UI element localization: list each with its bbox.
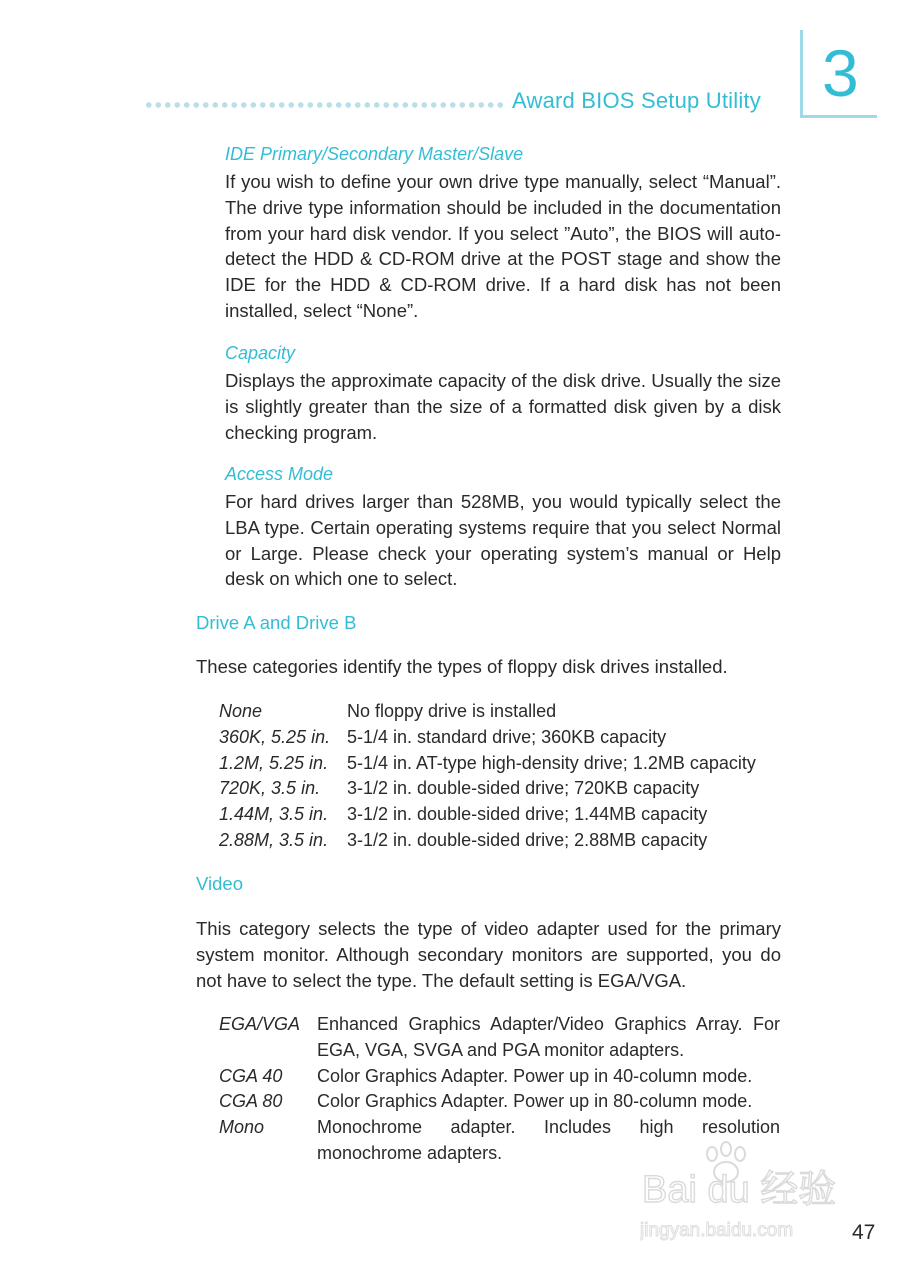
floppy-option-term: 720K, 3.5 in.	[219, 778, 321, 799]
video-option-desc: Monochrome adapter. Includes high resolution monochrome adapters.	[317, 1117, 780, 1163]
floppy-option-row	[219, 828, 777, 854]
drive-ab-heading: Drive A and Drive B	[196, 612, 357, 633]
video-body: This category selects the type of video adapter used for the primary system monitor. Although secondary monitors are supported, you do not have to select the type. The default setting is EGA/VGA.	[196, 918, 781, 991]
floppy-options-table	[219, 699, 777, 854]
video-option-row	[219, 1064, 780, 1090]
floppy-option-row	[219, 699, 777, 725]
video-option-desc: Color Graphics Adapter. Power up in 40-column mode.	[317, 1065, 753, 1086]
chapter-number: 3	[822, 36, 859, 110]
floppy-option-desc: 5-1/4 in. standard drive; 360KB capacity	[347, 726, 667, 747]
drive-ab-body: These categories identify the types of floppy disk drives installed.	[196, 656, 728, 677]
capacity-body: Displays the approximate capacity of the disk drive. Usually the size is slightly greater than the size of a formatted disk given by a disk checking program.	[225, 370, 781, 443]
floppy-option-term: 2.88M, 3.5 in.	[219, 829, 329, 850]
page-number: 47	[852, 1221, 876, 1244]
video-option-desc: Enhanced Graphics Adapter/Video Graphics Array. For EGA, VGA, SVGA and PGA monitor adapters.	[317, 1014, 780, 1060]
watermark-url: jingyan.baidu.com	[640, 1220, 794, 1241]
video-option-term: Mono	[219, 1117, 265, 1138]
video-option-term: CGA 80	[219, 1091, 283, 1112]
floppy-option-term: 360K, 5.25 in.	[219, 726, 331, 747]
floppy-option-row	[219, 725, 777, 751]
video-option-row	[219, 1012, 780, 1064]
floppy-option-desc: 3-1/2 in. double-sided drive; 720KB capacity	[347, 778, 700, 799]
video-option-row	[219, 1089, 780, 1115]
floppy-option-desc: 3-1/2 in. double-sided drive; 1.44MB capacity	[347, 804, 708, 825]
video-option-desc: Color Graphics Adapter. Power up in 80-column mode.	[317, 1091, 753, 1112]
video-heading: Video	[196, 873, 243, 894]
floppy-option-row	[219, 776, 777, 802]
capacity-heading: Capacity	[225, 343, 296, 363]
floppy-option-term: 1.2M, 5.25 in.	[219, 752, 329, 773]
floppy-option-row	[219, 751, 777, 777]
access-mode-body: For hard drives larger than 528MB, you would typically select the LBA type. Certain operating systems require that you select Normal or Large. Please check your operating system’s manual or Help desk on which one to select.	[225, 491, 781, 590]
ide-heading: IDE Primary/Secondary Master/Slave	[225, 144, 524, 164]
floppy-option-desc: 5-1/4 in. AT-type high-density drive; 1.2MB capacity	[347, 752, 756, 773]
ide-body: If you wish to define your own drive type manually, select “Manual”. The drive type information should be included in the documentation from your hard disk vendor. If you select ”Auto”, the BIOS will auto-detect the HDD & CD-ROM drive at the POST stage and show the IDE for the HDD & CD-ROM drive. If a hard disk has not been installed, select “None”.	[225, 171, 781, 321]
floppy-option-desc: 3-1/2 in. double-sided drive; 2.88MB capacity	[347, 829, 708, 850]
access-mode-heading: Access Mode	[225, 464, 334, 484]
video-option-term: EGA/VGA	[219, 1014, 301, 1034]
video-option-term: CGA 40	[219, 1065, 283, 1086]
watermark-brand: Bai du 经验	[642, 1169, 837, 1211]
video-option-row	[219, 1115, 780, 1167]
floppy-option-term: None	[219, 701, 263, 721]
page-header-title: Award BIOS Setup Utility	[512, 88, 761, 113]
header-dotted-rule	[144, 100, 506, 110]
video-options-table	[219, 1012, 780, 1167]
floppy-option-row	[219, 802, 777, 828]
floppy-option-term: 1.44M, 3.5 in.	[219, 804, 329, 825]
floppy-option-desc: No floppy drive is installed	[347, 701, 557, 721]
